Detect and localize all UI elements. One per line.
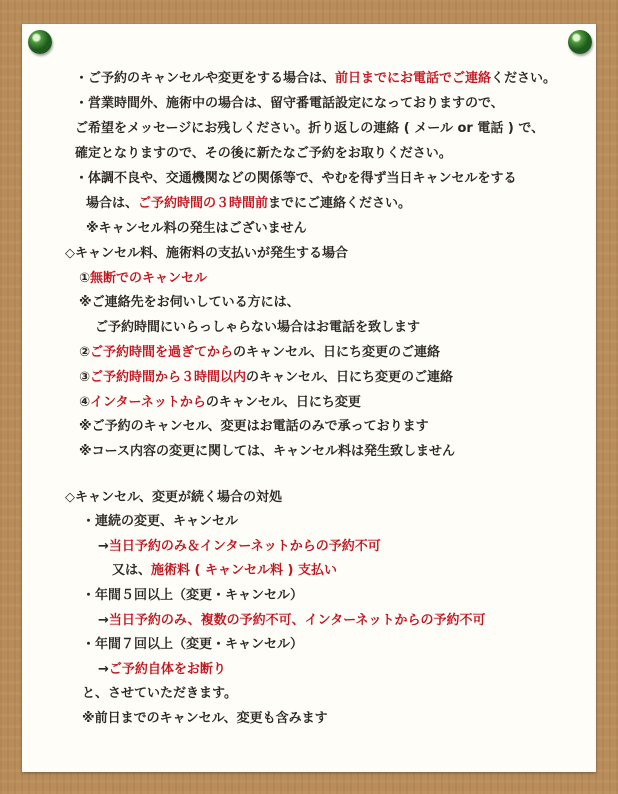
line-text: ※キャンセル料の発生はございません — [86, 221, 307, 236]
notice-line — [75, 95, 504, 113]
line-text: ④ — [79, 395, 91, 410]
notice-line — [79, 443, 455, 461]
notice-line — [65, 245, 348, 263]
line-text: ③ — [79, 370, 91, 385]
line-text: ・年間５回以上（変更・キャンセル） — [82, 588, 304, 603]
line-text: ・連続の変更、キャンセル — [82, 514, 239, 529]
line-text: → — [98, 539, 109, 554]
notice-line — [75, 170, 516, 188]
line-text: のキャンセル、日にち変更 — [205, 395, 361, 410]
line-text: → — [98, 662, 109, 677]
line-text: 又は、 — [112, 563, 152, 578]
pushpin-icon — [568, 30, 592, 54]
notice-line — [98, 661, 226, 679]
pushpin-icon — [28, 30, 52, 54]
highlight-text: 当日予約のみ＆インターネットからの予約不可 — [108, 539, 381, 554]
highlight-text: 当日予約のみ、複数の予約不可、インターネットからの予約不可 — [108, 613, 486, 628]
line-text: ※ご予約のキャンセル、変更はお電話のみで承っております — [79, 419, 429, 434]
highlight-text: 前日までにお電話でご連絡 — [335, 71, 492, 86]
notice-line — [82, 685, 237, 703]
notice-line — [82, 587, 303, 605]
line-text: ・体調不良や、交通機関などの関係等で、やむを得ず当日キャンセルをする — [75, 171, 517, 186]
notice-line — [79, 344, 440, 362]
line-text: ① — [79, 271, 91, 286]
notice-line — [79, 418, 429, 436]
line-text: ・ご予約のキャンセルや変更をする場合は、 — [75, 71, 336, 86]
highlight-text: ご予約時間から３時間以内 — [90, 370, 247, 385]
line-text: 場合は、 — [86, 196, 139, 211]
notice-line — [98, 538, 381, 556]
line-text: ください。 — [491, 71, 557, 86]
highlight-text: ご予約時間の３時間前 — [138, 196, 269, 211]
highlight-text: ご予約自体をお断り — [108, 662, 226, 677]
notice-line — [112, 562, 337, 580]
highlight-text: ご予約時間を過ぎてから — [90, 345, 234, 360]
line-text: ※前日までのキャンセル、変更も含みます — [82, 711, 328, 726]
highlight-text: 施術料 ( キャンセル料 ) 支払い — [151, 563, 338, 578]
line-text: ※コース内容の変更に関しては、キャンセル料は発生致しません — [79, 444, 455, 459]
notice-line — [82, 710, 328, 728]
notice-line — [65, 489, 282, 507]
notice-line — [86, 220, 307, 238]
notice-line — [79, 270, 207, 288]
line-text: ◇キャンセル、変更が続く場合の対処 — [65, 490, 282, 505]
notice-line — [79, 369, 453, 387]
line-text: のキャンセル、日にち変更のご連絡 — [233, 345, 440, 360]
line-text: ご予約時間にいらっしゃらない場合はお電話を致します — [95, 320, 421, 335]
notice-line — [75, 120, 544, 138]
line-text: と、させていただきます。 — [82, 686, 237, 701]
highlight-text: インターネットから — [90, 395, 206, 410]
line-text: までにご連絡ください。 — [268, 196, 412, 211]
line-text: ・営業時間外、施術中の場合は、留守番電話設定になっておりますので、 — [75, 96, 504, 111]
notice-line — [79, 294, 300, 312]
line-text: ご希望をメッセージにお残しください。折り返しの連絡 ( メール or 電話 ) で、 — [75, 121, 545, 136]
line-text: 確定となりますので、その後に新たなご予約をお取りください。 — [75, 146, 452, 161]
line-text: ◇キャンセル料、施術料の支払いが発生する場合 — [65, 246, 348, 261]
notice-line — [75, 145, 452, 163]
notice-line — [82, 636, 303, 654]
notice-line — [86, 195, 411, 213]
notice-line — [95, 319, 420, 337]
line-text: のキャンセル、日にち変更のご連絡 — [246, 370, 453, 385]
line-text: ② — [79, 345, 91, 360]
line-text: ※ご連絡先をお伺いしている方には、 — [79, 295, 300, 310]
notice-line — [79, 394, 361, 412]
line-text: → — [98, 613, 109, 628]
notice-line — [75, 70, 556, 88]
line-text: ・年間７回以上（変更・キャンセル） — [82, 637, 304, 652]
highlight-text: 無断でのキャンセル — [90, 271, 208, 286]
notice-line — [82, 513, 238, 531]
notice-line — [98, 612, 486, 630]
